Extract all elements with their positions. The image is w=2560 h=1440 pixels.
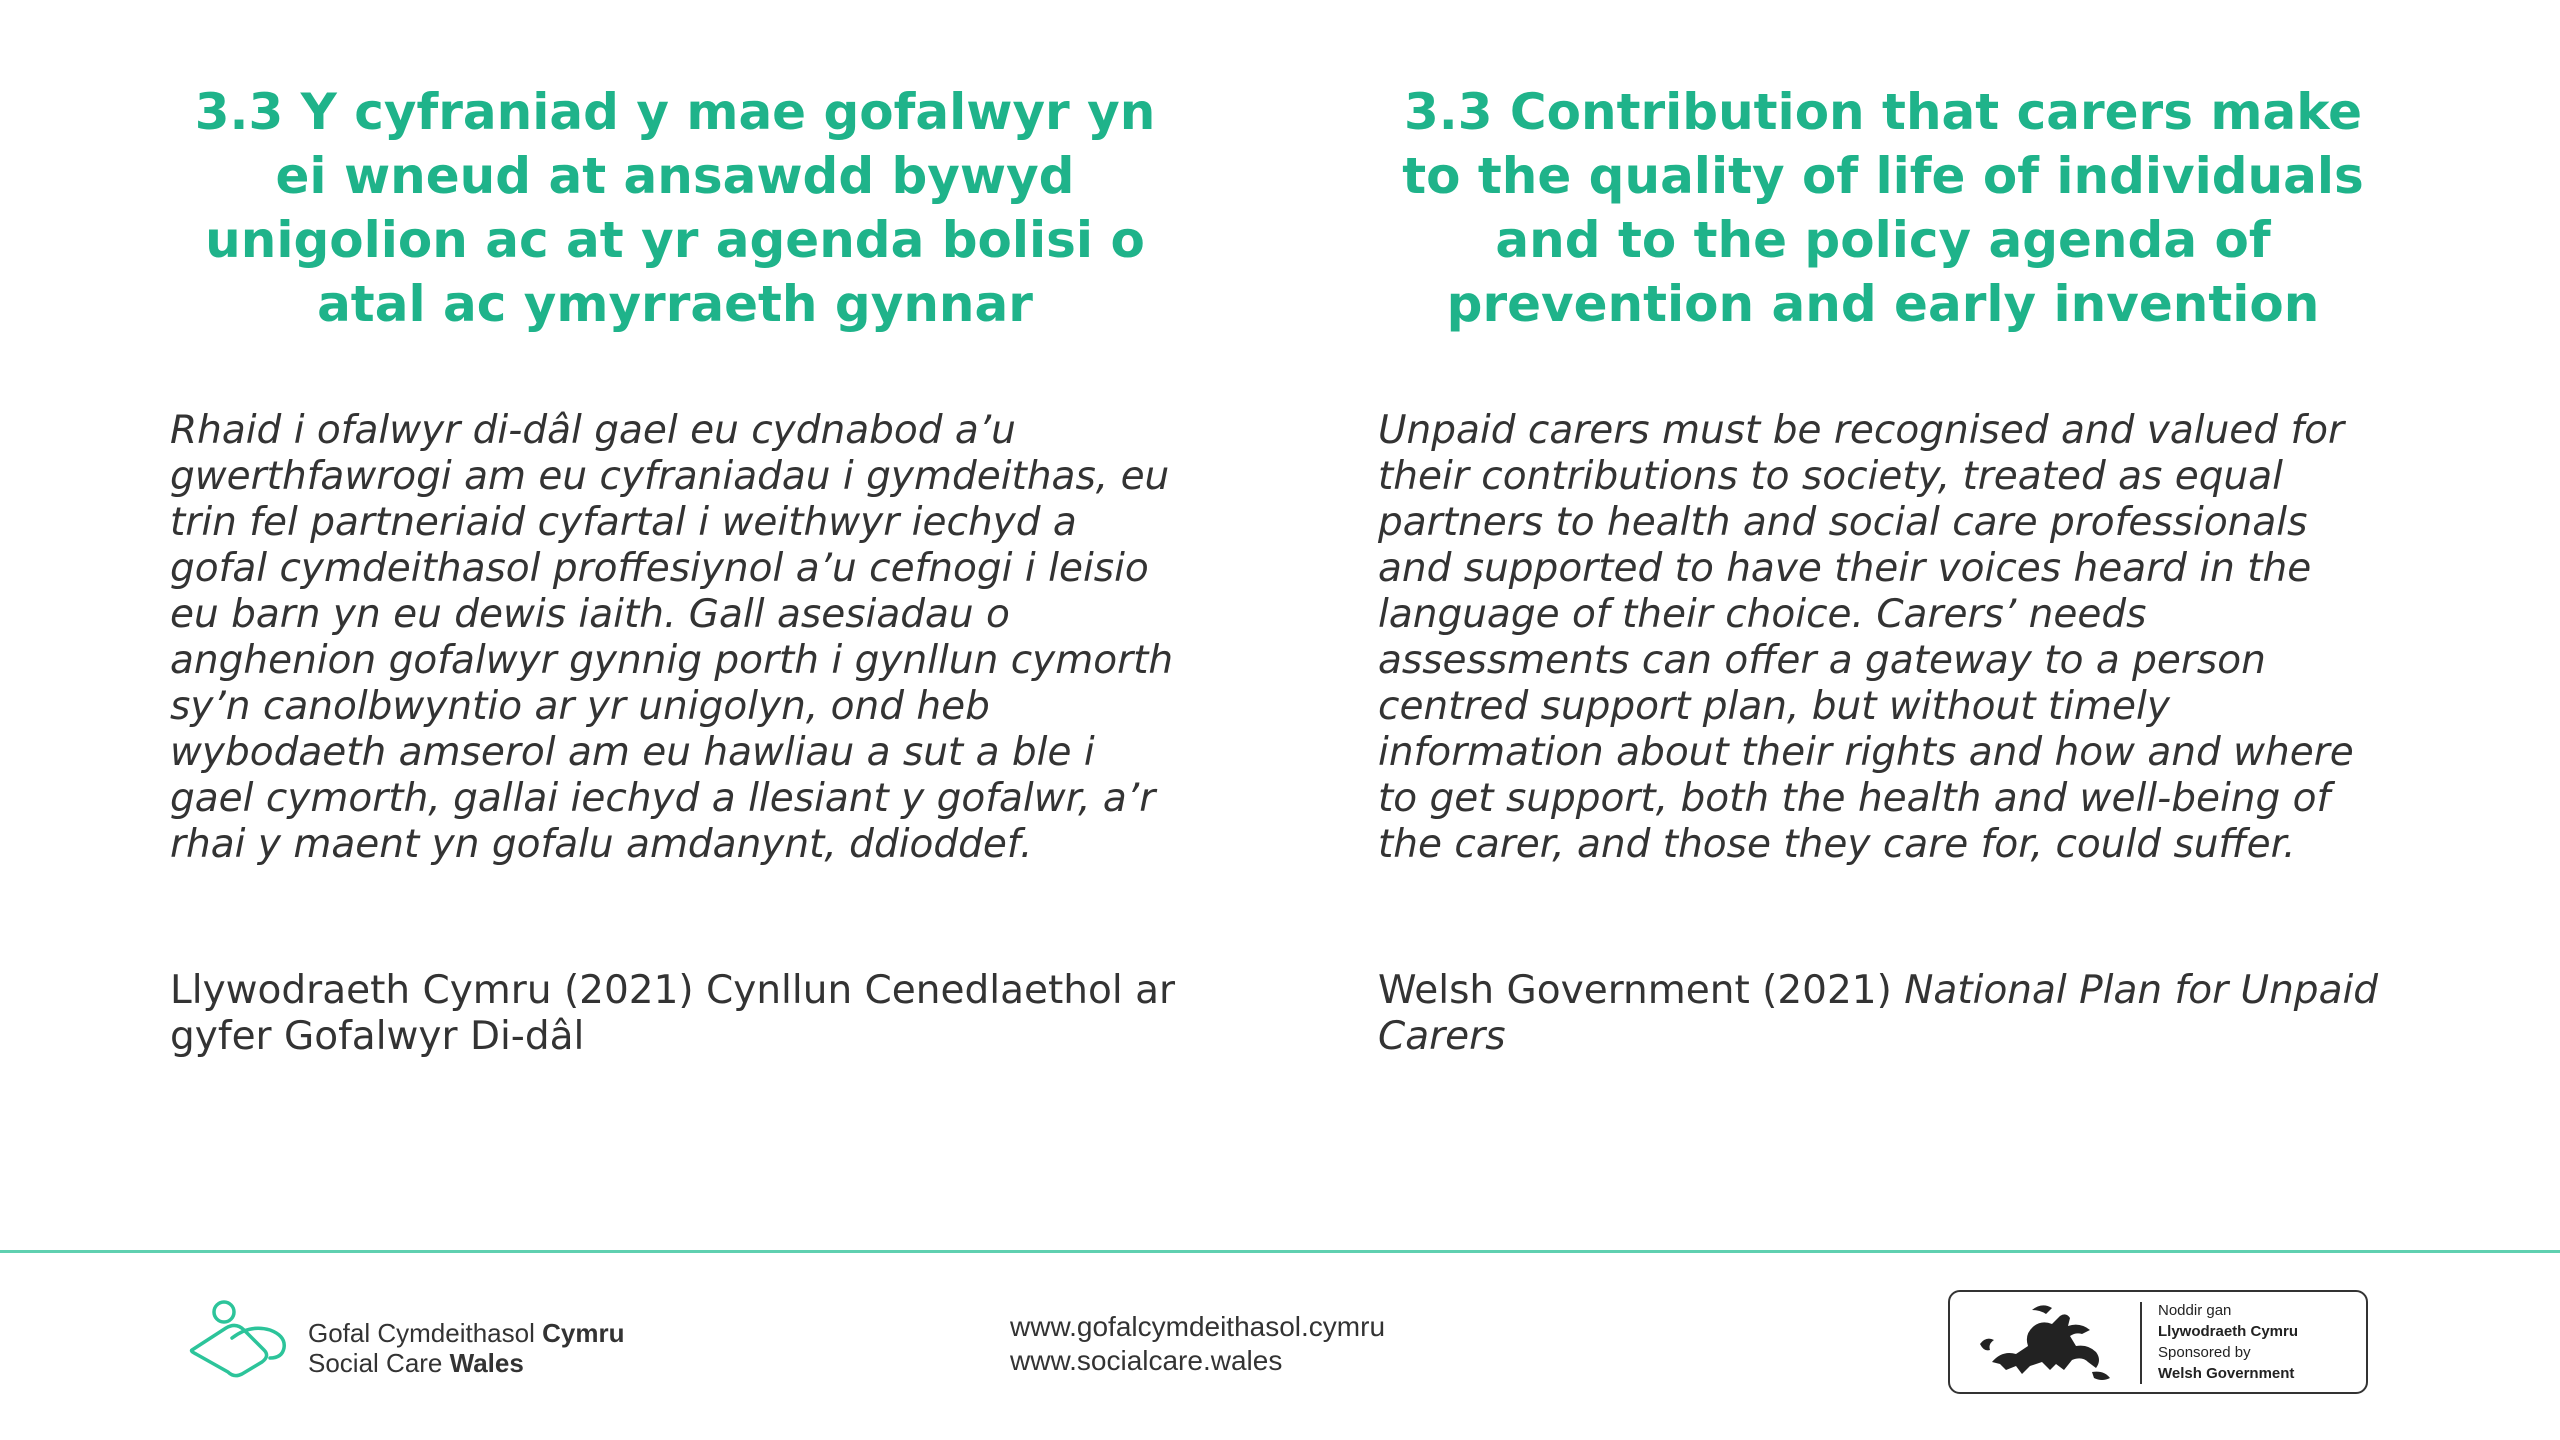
sponsor-badge (1948, 1290, 2368, 1394)
logo-text (308, 1318, 624, 1378)
welsh-body-text: Rhaid i ofalwyr di-dâl gael eu cydnabod a’u gwerthfawrogi am eu cyfraniadau i gymdeithas, eu trin fel partneriaid cyfartal i weithwyr iechyd a gofal cymdeithasol proffesiynol a’u cefnogi i leisio eu barn yn eu dewis iaith. Gall asesiadau o anghenion gofalwyr gynnig porth i gynllun cymorth sy’n canolbwyntio ar yr unigolyn, ond heb wybodaeth amserol am eu hawliau a sut a ble i gael cymorth, gallai iechyd a llesiant y gofalwr, a’r rhai y maent yn gofalu amdanynt, ddioddef. (170, 408, 1174, 867)
social-care-wales-logo (186, 1298, 726, 1378)
sponsor-divider (2140, 1302, 2142, 1384)
english-citation-title: National Plan for Unpaid Carers (1378, 968, 2379, 1059)
english-citation (1378, 968, 2388, 1060)
english-citation-source: Welsh Government (2021) (1378, 968, 1892, 1013)
welsh-dragon-icon (1972, 1300, 2122, 1386)
english-column (1378, 80, 2388, 1059)
sponsor-text: Noddir gan Llywodraeth Cymru Sponsored by Welsh Government (2158, 1302, 2299, 1382)
welsh-website-link[interactable]: www.gofalcymdeithasol.cymru (1010, 1311, 1386, 1342)
logo-line-english: Social Care Wales (308, 1348, 524, 1378)
welsh-column (170, 80, 1180, 1059)
welsh-heading: 3.3 Y cyfraniad y mae gofalwyr yn ei wneud at ansawdd bywyd unigolion ac at yr agenda bolisi o atal ac ymyrraeth gynnar (194, 83, 1156, 333)
welsh-citation: Llywodraeth Cymru (2021) Cynllun Cenedlaethol ar gyfer Gofalwyr Di-dâl (170, 968, 1176, 1059)
english-heading: 3.3 Contribution that carers make to the quality of life of individuals and to the policy agenda of prevention and early invention (1402, 83, 2364, 333)
social-care-wales-logo-icon (186, 1298, 296, 1378)
footer-links (1010, 1310, 1385, 1378)
english-body-text: Unpaid carers must be recognised and valued for their contributions to society, treated as equal partners to health and social care professionals and supported to have their voices heard in the language of their choice. Carers’ needs assessments can offer a gateway to a person centred support plan, but without timely information about their rights and how and where to get support, both the health and well-being of the carer, and those they care for, could suffer. (1378, 408, 2354, 867)
logo-line-welsh: Gofal Cymdeithasol Cymru (308, 1318, 625, 1348)
footer-divider (0, 1250, 2560, 1253)
english-website-link[interactable]: www.socialcare.wales (1010, 1345, 1283, 1376)
